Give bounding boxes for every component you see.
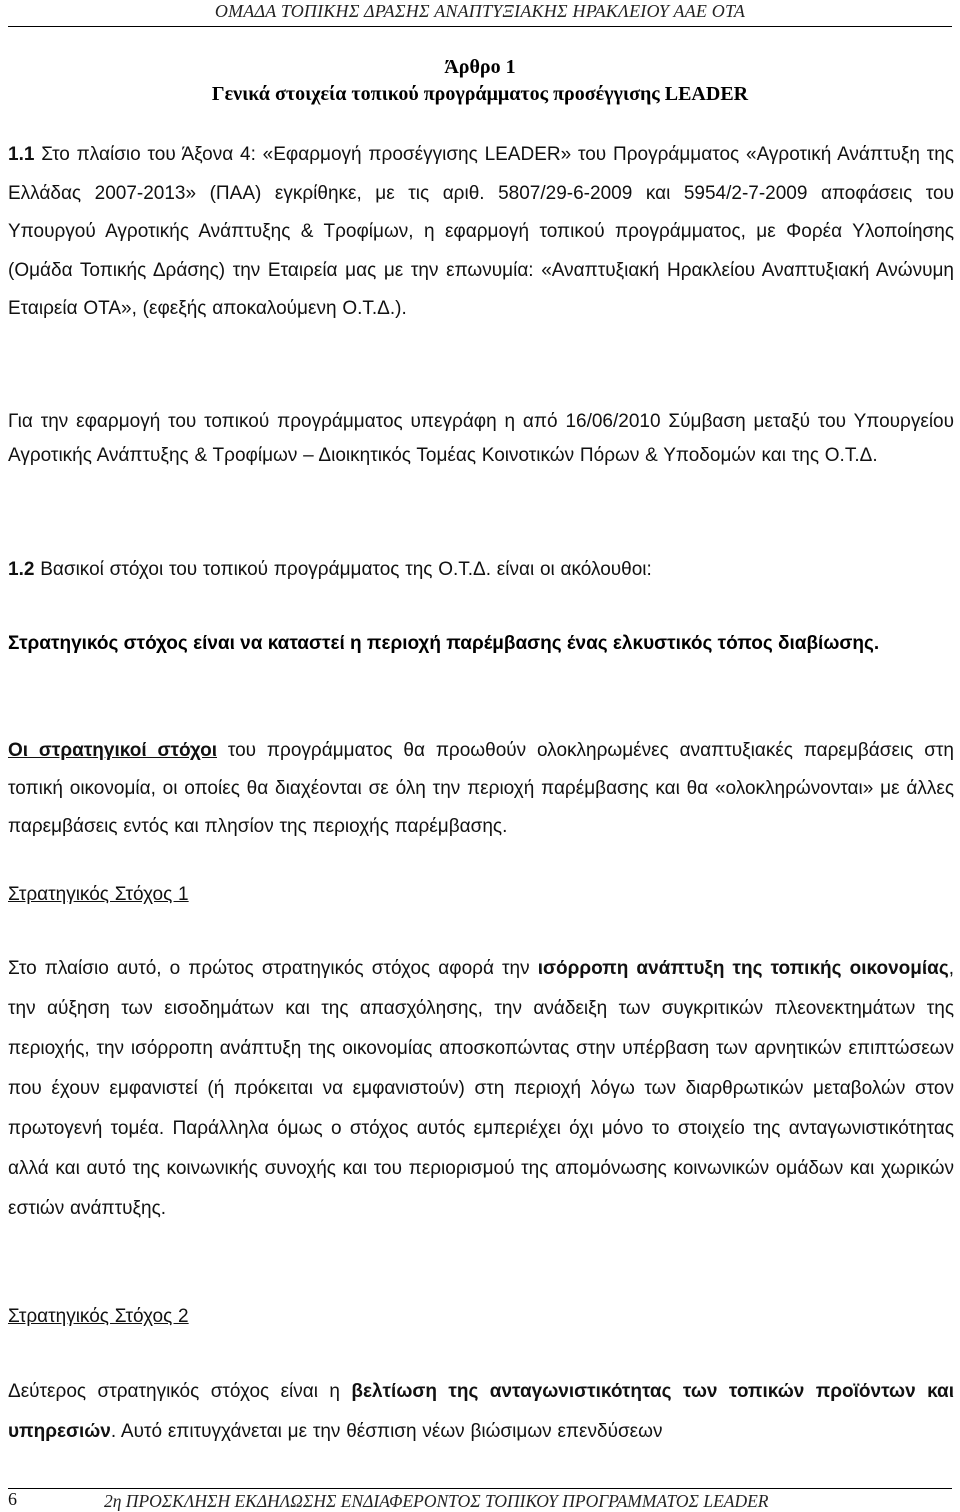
footer-title: 2η ΠΡΟΣΚΛΗΣΗ ΕΚΔΗΛΩΣΗΣ ΕΝΔΙΑΦΕΡΟΝΤΟΣ ΤΟΠΙΚΟΥ ΠΡΟΓΡΑΜΜΑΤΟΣ LEADER	[104, 1491, 769, 1511]
goal-1-paragraph	[8, 949, 954, 1229]
contract-paragraph: Για την εφαρμογή του τοπικού προγράμματος υπεγράφη η από 16/06/2010 Σύμβαση μεταξύ του Υπουργείου Αγροτικής Ανάπτυξης & Τροφίμων – Διοικητικός Τομέας Κοινοτικών Πόρων & Υποδομών και της Ο.Τ.Δ.	[8, 411, 954, 466]
goal-2-heading: Στρατηγικός Στόχος 2	[8, 1306, 189, 1327]
goal-2-emphasis: βελτίωση της ανταγωνιστικότητας των τοπικών προϊόντων και υπηρεσιών	[8, 1381, 954, 1442]
section-1-1-number: 1.1	[8, 144, 35, 165]
goal-2-text-before: Δεύτερος στρατηγικός στόχος είναι η	[8, 1381, 352, 1402]
section-1-2-paragraph	[8, 559, 954, 581]
goal-2-text-after: . Αυτό επιτυγχάνεται με την θέσπιση νέων βιώσιμων επενδύσεων	[110, 1421, 663, 1442]
section-1-2-number: 1.2	[8, 559, 35, 580]
running-header: ΟΜΑΔΑ ΤΟΠΙΚΗΣ ΔΡΑΣΗΣ ΑΝΑΠΤΥΞΙΑΚΗΣ ΗΡΑΚΛΕΙΟΥ ΑΑΕ ΟΤΑ	[214, 1, 746, 21]
goal-2-paragraph	[8, 1372, 954, 1452]
section-1-1-paragraph	[8, 136, 954, 329]
strategic-objectives-lead: Οι στρατηγικοί στόχοι	[8, 740, 218, 761]
strategic-objectives-paragraph	[8, 732, 954, 846]
header-rule	[8, 26, 952, 27]
strategic-objectives-text: του προγράμματος θα προωθούν ολοκληρωμένες αναπτυξιακές παρεμβάσεις στη τοπική οικονομία, οι οποίες θα διαχέονται σε όλη την περιοχή παρέμβασης και θα «ολοκληρώνονται» με άλλες παρεμβάσεις εντός και πλησίον της περιοχής παρέμβασης.	[8, 740, 954, 837]
article-title: Γενικά στοιχεία τοπικού προγράμματος προσέγγισης LEADER	[211, 83, 749, 105]
strategic-goal-statement: Στρατηγικός στόχος είναι να καταστεί η περιοχή παρέμβασης ένας ελκυστικός τόπος διαβίωσης.	[8, 633, 880, 654]
section-1-2-text: Βασικοί στόχοι του τοπικού προγράμματος της Ο.Τ.Δ. είναι οι ακόλουθοι:	[34, 559, 652, 580]
goal-1-text-before: Στο πλαίσιο αυτό, ο πρώτος στρατηγικός στόχος αφορά την	[8, 958, 538, 979]
section-1-1-text: Στο πλαίσιο του Άξονα 4: «Εφαρμογή προσέγγισης LEADER» του Προγράμματος «Αγροτική Ανάπτυξη της Ελλάδας 2007-2013» (ΠΑΑ) εγκρίθηκε, με τις αριθ. 5807/29-6-2009 και 5954/2-7-2009 αποφάσεις του Υπουργού Αγροτικής Ανάπτυξης & Τροφίμων, η εφαρμογή τοπικού προγράμματος, με Φορέα Υλοποίησης (Ομάδα Τοπικής Δράσης) την Εταιρεία μας με την επωνυμία: «Αναπτυξιακή Ηρακλείου Αναπτυξιακή Ανώνυμη Εταιρεία ΟΤΑ», (εφεξής αποκαλούμενη Ο.Τ.Δ.).	[8, 144, 954, 319]
page-number: 6	[8, 1489, 17, 1509]
goal-1-emphasis: ισόρροπη ανάπτυξη της τοπικής οικονομίας	[537, 958, 949, 979]
article-number: Άρθρο 1	[444, 56, 516, 78]
goal-1-text-after: , την αύξηση των εισοδημάτων και της απασχόλησης, την ανάδειξη των συγκριτικών πλεονεκτημάτων της περιοχής, την ισόρροπη ανάπτυξη της οικονομίας αποσκοπώντας στην υπέρβαση των αρνητικών επιπτώσεων που έχουν εμφανιστεί (ή πρόκειται να εμφανιστούν) στη περιοχή λόγω των διαρθρωτικών μεταβολών στον πρωτογενή τομέα. Παράλληλα όμως ο στόχος αυτός εμπεριέχει όχι μόνο το στοιχείο της ανταγωνιστικότητας αλλά και αυτό της κοινωνικής συνοχής και του περιορισμού της απομόνωσης κοινωνικών ομάδων και χωρικών εστιών ανάπτυξης.	[8, 958, 954, 1219]
footer-rule	[8, 1488, 952, 1489]
goal-1-heading: Στρατηγικός Στόχος 1	[8, 884, 189, 905]
